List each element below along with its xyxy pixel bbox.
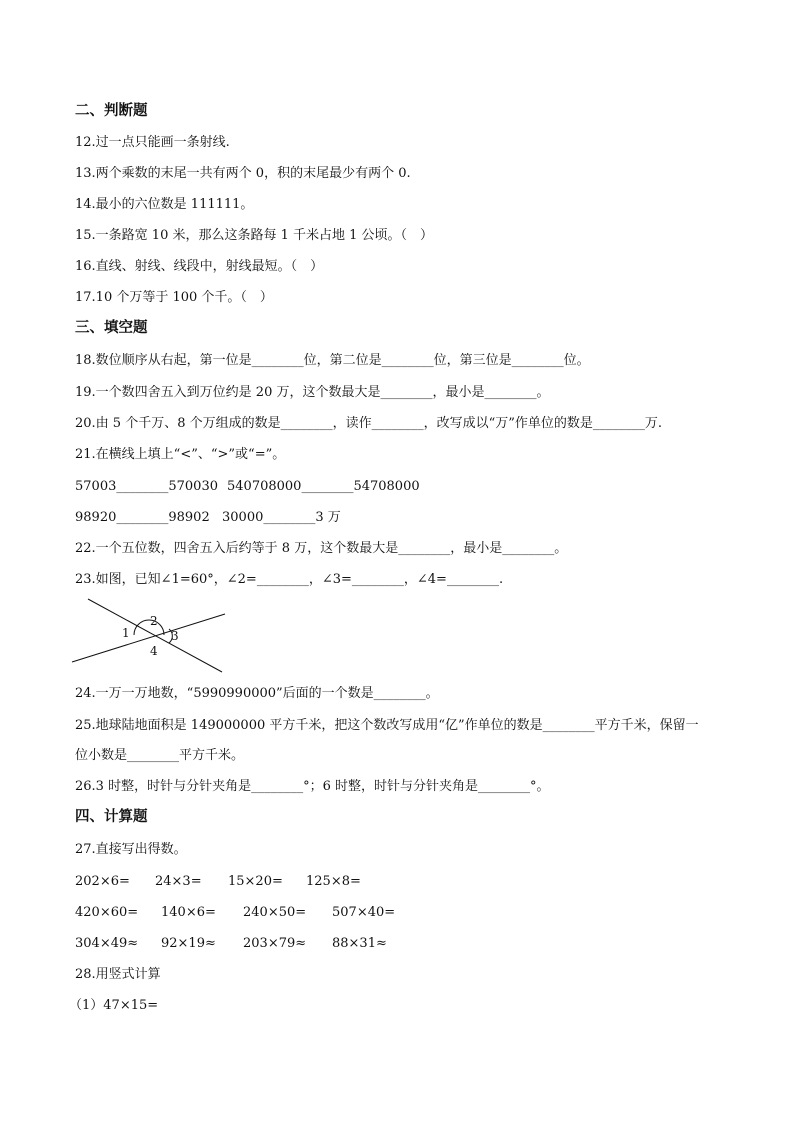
angle-label-2: 2 <box>150 614 158 628</box>
question-19: 19.一个数四舍五入到万位约是 20 万，这个数最大是________，最小是________。 <box>75 385 550 400</box>
question-17: 17.10 个万等于 100 个千。（ ） <box>75 290 273 305</box>
compare-item: 30000________3 万 <box>222 510 341 525</box>
question-23: 23.如图，已知∠1=60°，∠2=________，∠3=________，∠4=________. <box>75 572 504 587</box>
compare-item: 57003________570030 <box>75 479 218 494</box>
calc-item: 15×20= <box>228 874 283 889</box>
question-25-line-1: 25.地球陆地面积是 149000000 平方千米，把这个数改写成用“亿”作单位的数是________平方千米，保留一 <box>75 718 699 733</box>
section-heading-judgment: 二、判断题 <box>75 103 148 119</box>
section-heading-calculation: 四、计算题 <box>75 809 148 825</box>
line-cd <box>88 599 222 672</box>
question-25-line-2: 位小数是________平方千米。 <box>75 748 245 763</box>
calc-item: 202×6= <box>75 874 130 889</box>
question-28: 28.用竖式计算 <box>75 967 161 982</box>
question-18: 18.数位顺序从右起，第一位是________位，第二位是________位，第三位是________位。 <box>75 353 590 368</box>
question-22: 22.一个五位数，四舍五入后约等于 8 万，这个数最大是________，最小是________。 <box>75 541 568 556</box>
compare-item: 540708000________54708000 <box>227 479 420 494</box>
question-26: 26.3 时整，时针与分针夹角是________°；6 时整，时针与分针夹角是________°。 <box>75 779 550 794</box>
calc-item: 420×60= <box>75 905 139 920</box>
angle-label-1: 1 <box>122 626 130 640</box>
calc-item: 507×40= <box>332 905 396 920</box>
question-20: 20.由 5 个千万、8 个万组成的数是________，读作________，改写成以“万”作单位的数是________万. <box>75 416 663 431</box>
angle-label-4: 4 <box>150 644 158 658</box>
question-15: 15.一条路宽 10 米，那么这条路每 1 千米占地 1 公顷。（ ） <box>75 228 434 243</box>
angle-label-3: 3 <box>171 629 179 643</box>
question-21: 21.在横线上填上“<”、“>”或“=”。 <box>75 447 286 462</box>
calc-item: 88×31≈ <box>332 936 387 951</box>
line-ab <box>72 614 225 662</box>
section-heading-fill-blank: 三、填空题 <box>75 320 148 336</box>
question-14: 14.最小的六位数是 111111。 <box>75 197 254 212</box>
question-12: 12.过一点只能画一条射线. <box>75 135 230 150</box>
question-24: 24.一万一万地数，“5990990000”后面的一个数是________。 <box>75 686 439 701</box>
calc-item: 240×50= <box>243 905 307 920</box>
calc-item: 304×49≈ <box>75 936 139 951</box>
intersecting-lines-figure <box>70 592 230 676</box>
calc-item: 125×8= <box>306 874 361 889</box>
calc-item: 92×19≈ <box>161 936 216 951</box>
compare-item: 98920________98902 <box>75 510 210 525</box>
question-13: 13.两个乘数的末尾一共有两个 0，积的末尾最少有两个 0. <box>75 166 411 181</box>
question-16: 16.直线、射线、线段中，射线最短。（ ） <box>75 259 324 274</box>
question-28-1: （1）47×15= <box>69 998 159 1013</box>
calc-item: 203×79≈ <box>243 936 307 951</box>
question-27: 27.直接写出得数。 <box>75 842 187 857</box>
calc-item: 24×3= <box>155 874 202 889</box>
calc-item: 140×6= <box>161 905 216 920</box>
